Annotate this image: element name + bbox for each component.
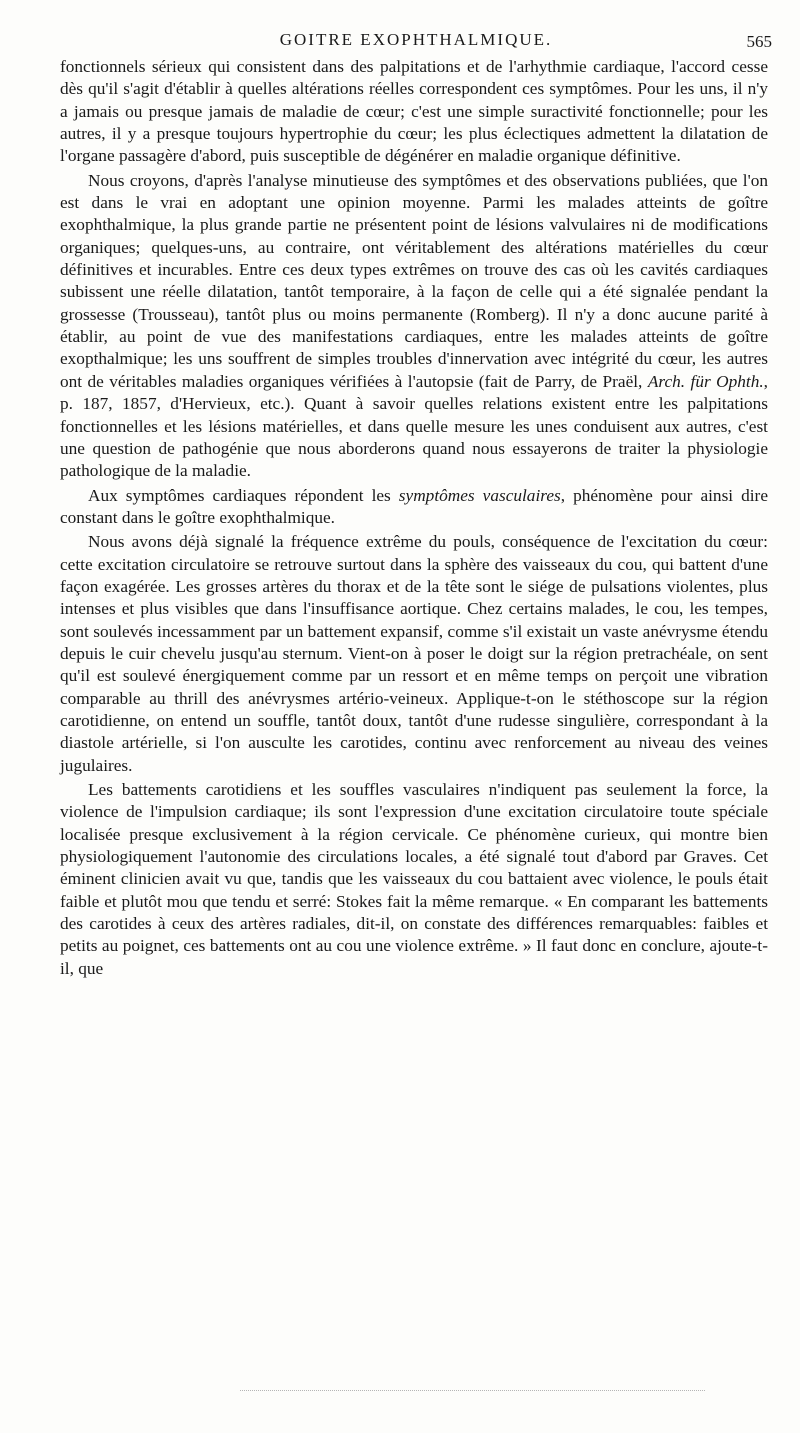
- paragraph-5-text: Les battements carotidiens et les souffles vasculaires n'indiquent pas seulement la force, la violence de l'impulsion cardiaque; ils sont l'expression d'une excitation circulatoire toute spéciale localisée presque exclusivement à la région cervicale. Ce phénomène curieux, qui montre bien physiologiquement l'autonomie des circulations locales, a été signalé tout d'abord par Graves. Cet éminent clinicien avait vu que, tandis que les vaisseaux du cou battaient avec violence, le pouls était faible et plutôt mou que tendu et serré: Stokes fait la même remarque. « En comparant les battements des carotides à ceux des artères radiales, dit-il, on constate des différences remarquables: faibles et petits au poignet, ces battements ont au cou une violence extrême. » Il faut donc en conclure, ajoute-t-il, que: [60, 780, 768, 978]
- footer-rule: [240, 1390, 705, 1391]
- paragraph-2: [60, 170, 768, 483]
- paragraph-3: [60, 485, 768, 530]
- body-text: [60, 56, 768, 980]
- paragraph-1-text: fonctionnels sérieux qui consistent dans des palpitations et de l'arhythmie cardiaque, l'accord cesse dès qu'il s'agit d'établir à quelles altérations réelles correspondent ces symptômes. Pour les uns, il n'y a jamais ou presque jamais de maladie de cœur; c'est une simple suractivité fonctionnelle; pour les autres, il y a presque toujours hypertrophie du cœur; les plus éclectiques admettent la dilatation de l'organe passagère d'abord, puis susceptible de dégénérer en maladie organique définitive.: [60, 57, 768, 166]
- paragraph-2-text-after: , p. 187, 1857, d'Hervieux, etc.). Quant à savoir quelles relations existent entre les palpitations fonctionnelles et les lésions matérielles, et dans quelle mesure les unes conduisent aux autres, c'est une question de pathogénie que nous aborderons quand nous essayerons de traiter la physiologie pathologique de la maladie.: [60, 371, 768, 481]
- running-head: [60, 30, 772, 56]
- paragraph-5: [60, 779, 768, 980]
- paragraph-4: [60, 531, 768, 777]
- page-number: 565: [746, 32, 772, 51]
- paragraph-3-text: Aux symptômes cardiaques répondent les: [88, 485, 391, 505]
- running-title: GOITRE EXOPHTHALMIQUE.: [279, 30, 553, 49]
- paragraph-4-text: Nous avons déjà signalé la fréquence extrême du pouls, conséquence de l'excitation du cœur: cette excitation circulatoire se retrouve surtout dans la sphère des vaisseaux du cou, qui battent d'une façon exagérée. Les grosses artères du thorax et de la tête sont le siége de pulsations violentes, plus intenses et plus visibles que dans l'insuffisance aortique. Chez certains malades, le cou, les tempes, sont soulevés incessamment par un battement expansif, comme s'il existait un vaste anévrysme étendu depuis le cuir chevelu jusqu'au sternum. Vient-on à poser le doigt sur la région pretrachéale, on sent qu'il est soulevé énergiquement comme par un ressort et en même temps on perçoit une vibration comparable au thrill des anévrysmes artério-veineux. Applique-t-on le stéthoscope sur la région carotidienne, on entend un souffle, tantôt doux, tantôt d'une rudesse singulière, correspondant à la diastole artérielle, si l'on ausculte les carotides, continu avec renforcement au niveau des veines jugulaires.: [60, 532, 768, 775]
- paragraph-2-text: Nous croyons, d'après l'analyse minutieuse des symptômes et des observations publiées, que l'on est dans le vrai en adoptant une opinion moyenne. Parmi les malades atteints de goître exophthalmique, la plus grande partie ne présentent point de lésions valvulaires ni de modifications organiques; quelques-uns, au contraire, ont véritablement des altérations matérielles du cœur définitives et incurables. Entre ces deux types extrêmes on trouve des cas où les cavités cardiaques subissent une réelle dilatation, tantôt temporaire, à la façon de celle qui a été signalée pendant la grossesse (Trousseau), tantôt plus ou moins permanente (Romberg). Il n'y a donc aucune parité à établir, au point de vue des manifestations cardiaques, entre les malades atteints de goître exopthalmique; les uns souffrent de simples troubles d'innervation avec intégrité du cœur, les autres ont de véritables maladies organiques vérifiées à l'autopsie (fait de Parry, de Praël,: [60, 170, 768, 391]
- paragraph-1: [60, 56, 768, 168]
- paragraph-3-text-after: , phénomène pour ainsi dire constant dans le goître exophthalmique.: [60, 485, 768, 527]
- journal-citation: Arch. für Ophth.: [647, 371, 764, 391]
- emphasis-vascular-symptoms: symptômes vasculaires: [398, 485, 561, 505]
